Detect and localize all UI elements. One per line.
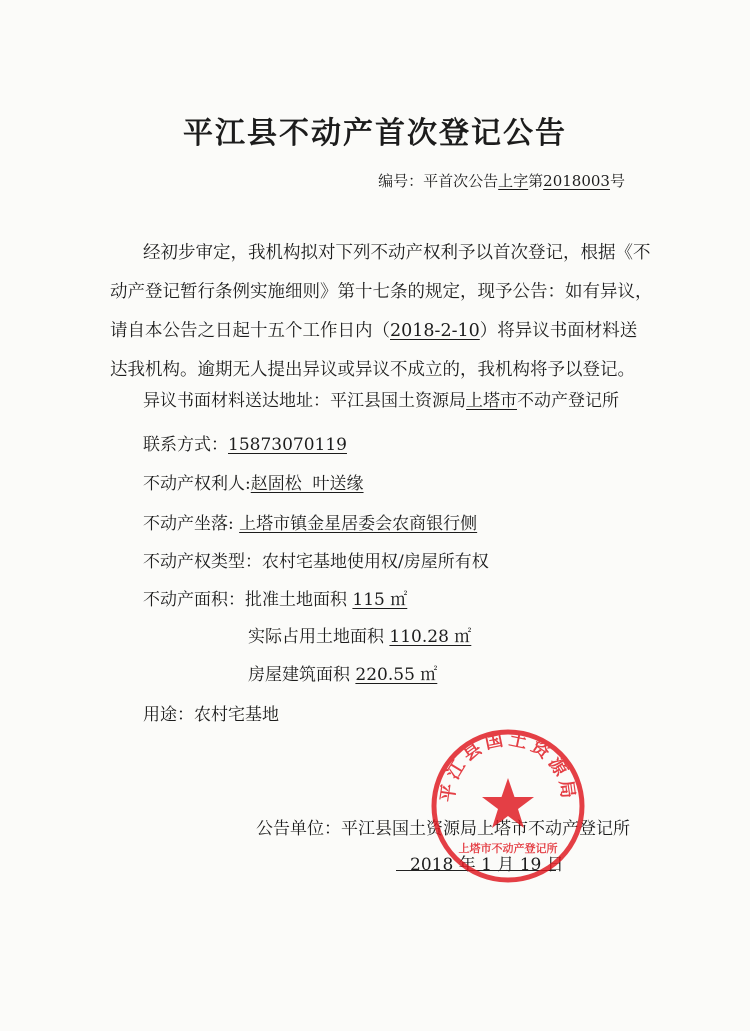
official-seal <box>428 726 588 886</box>
right-type-value: 农村宅基地使用权/房屋所有权 <box>262 552 489 572</box>
seal-top-text: 平江县国土资源局 <box>437 728 579 804</box>
owner-row <box>143 469 364 494</box>
document-number <box>378 170 625 191</box>
body-line-3a: 请自本公告之日起十五个工作日内（ <box>110 321 390 341</box>
body-line-1: 经初步审定，我机构拟对下列不动产权利予以首次登记，根据《不 <box>143 243 651 263</box>
contact-row <box>143 430 347 455</box>
address-row <box>143 386 619 411</box>
address-underlined: 上塔市 <box>466 391 517 411</box>
occupied-area-value: 110.28 ㎡ <box>389 627 472 647</box>
announcement-body <box>110 234 653 390</box>
docno-mid2: 第 <box>528 172 544 190</box>
deadline-date: 2018-2-10 <box>390 321 480 341</box>
docno-prefix: 编号：平首次公告 <box>378 172 499 190</box>
use-row <box>143 700 279 725</box>
owner-value: 赵固松 叶送缘 <box>250 474 364 494</box>
issue-date: 2018 年 1 月 19 日 <box>410 855 564 875</box>
body-line-2: 动产登记暂行条例实施细则》第十七条的规定，现予公告：如有异议， <box>110 282 653 302</box>
seal-star-icon <box>482 778 534 828</box>
body-line-3 <box>110 312 638 351</box>
body-line-3b: ）将异议书面材料送 <box>479 321 638 341</box>
area-label: 不动产面积： <box>143 590 245 610</box>
contact-label: 联系方式： <box>143 435 228 455</box>
right-type-label: 不动产权类型： <box>143 552 262 572</box>
area-row-3 <box>248 660 437 685</box>
area-row-1 <box>143 585 407 610</box>
contact-value: 15873070119 <box>228 435 347 455</box>
location-row <box>143 509 477 534</box>
approved-area-value: 115 ㎡ <box>352 590 408 610</box>
building-area-value: 220.55 ㎡ <box>355 665 438 685</box>
area-row-2 <box>248 622 471 647</box>
issuer-line: 公告单位：平江县国土资源局上塔市不动产登记所 <box>256 819 630 839</box>
owner-label: 不动产权利人: <box>143 474 251 494</box>
docno-suffix: 号 <box>609 172 625 190</box>
docno-mid: 上字 <box>498 172 529 190</box>
building-area-label: 房屋建筑面积 <box>248 665 350 685</box>
page-title: 平江县不动产首次登记公告 <box>183 116 567 151</box>
location-value: 上塔市镇金星居委会农商银行侧 <box>239 514 478 534</box>
use-label: 用途： <box>143 705 194 725</box>
seal-bottom-text: 上塔市不动产登记所 <box>458 842 558 855</box>
docno-number: 2018003 <box>543 172 610 190</box>
use-value: 农村宅基地 <box>194 705 279 725</box>
location-label: 不动产坐落: <box>143 514 234 534</box>
right-type-row <box>143 547 489 572</box>
occupied-area-label: 实际占用土地面积 <box>248 627 384 647</box>
body-line-4: 达我机构。逾期无人提出异议或异议不成立的，我机构将予以登记。 <box>110 360 635 380</box>
address-label: 异议书面材料送达地址：平江县国土资源局 <box>143 391 466 411</box>
approved-area-label: 批准土地面积 <box>245 590 347 610</box>
address-tail: 不动产登记所 <box>517 391 619 411</box>
